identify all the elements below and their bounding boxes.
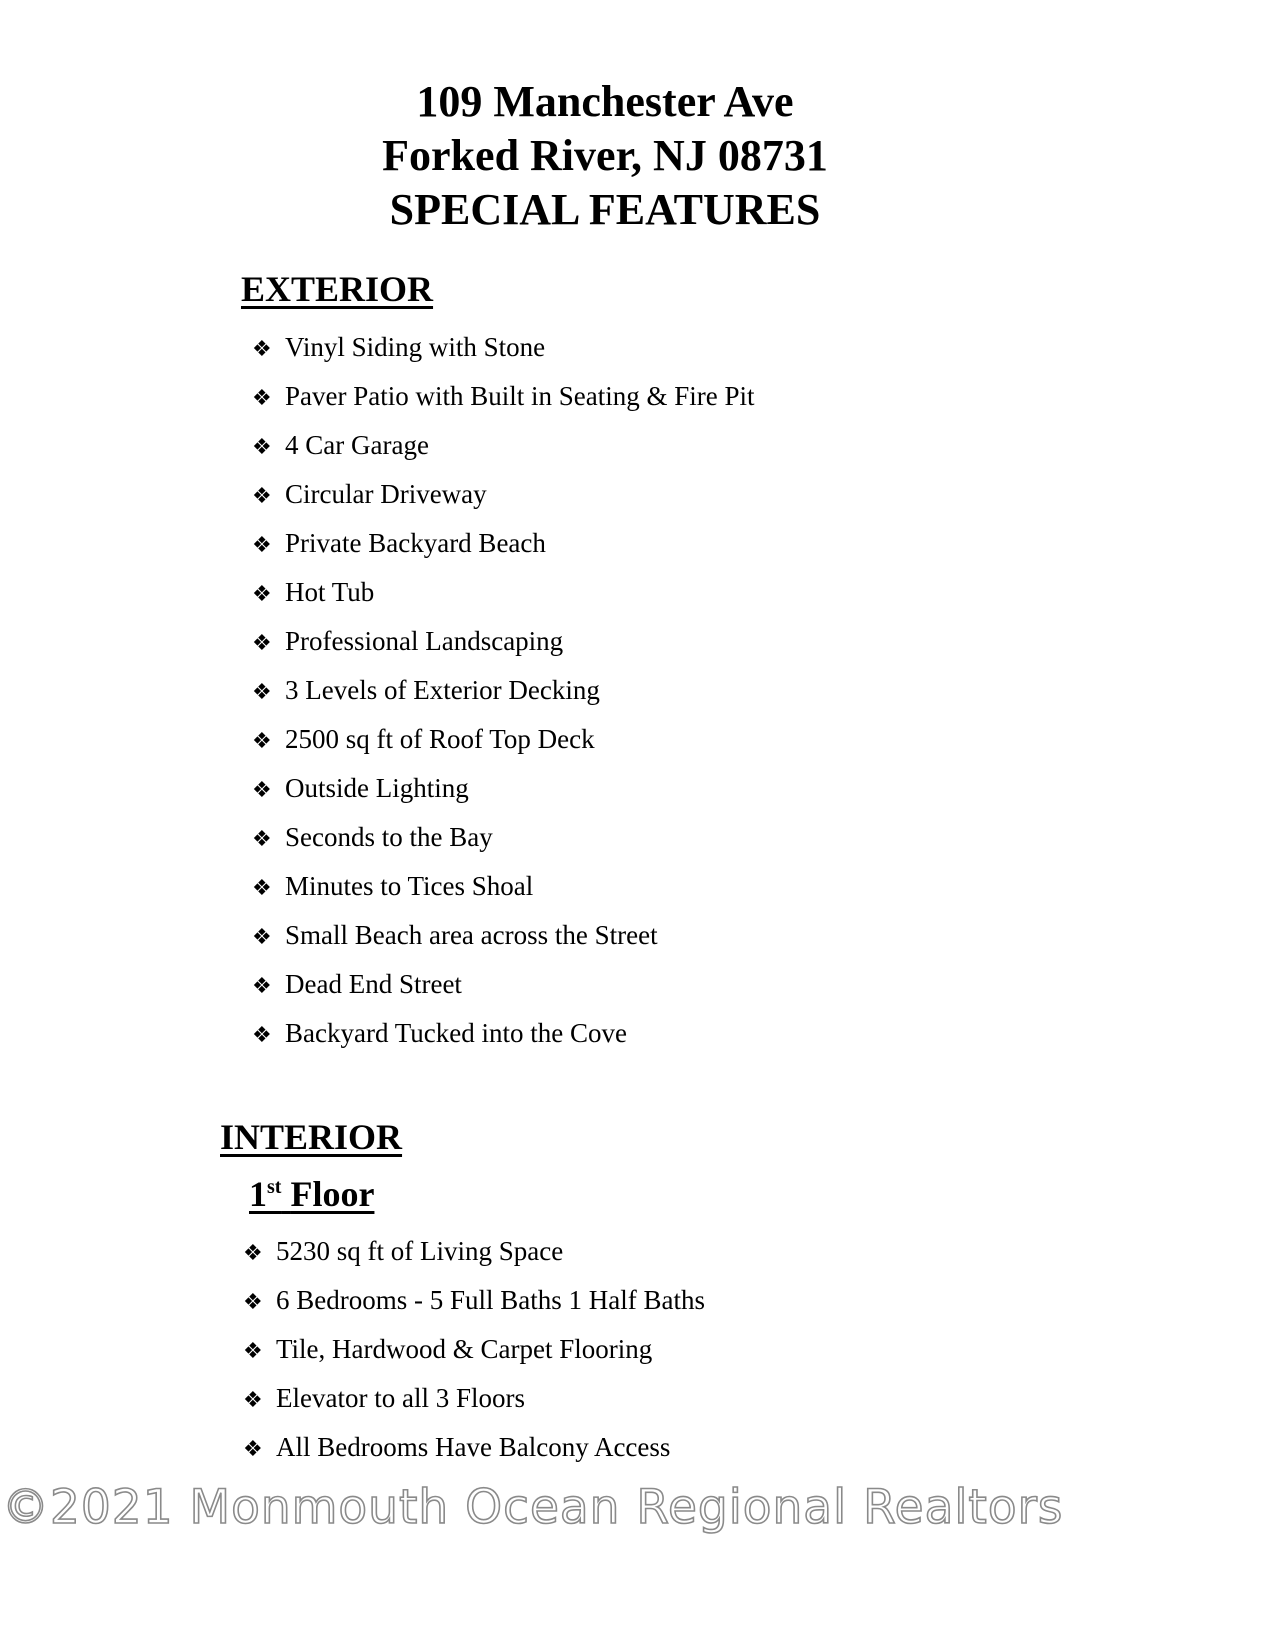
floor-label: Floor [290,1174,375,1214]
diamond-bullet-icon: ❖ [252,386,272,411]
floor-number: 1 [249,1174,267,1214]
exterior-feature-item [252,323,755,372]
diamond-bullet-icon: ❖ [243,1339,263,1364]
address-line-2: Forked River, NJ 08731 [382,131,828,180]
diamond-bullet-icon: ❖ [243,1290,263,1315]
interior-feature-item [243,1227,705,1276]
exterior-feature-item [252,617,755,666]
exterior-feature-list [252,323,755,1058]
diamond-bullet-icon: ❖ [252,533,272,558]
diamond-bullet-icon: ❖ [252,1023,272,1048]
address-line-1: 109 Manchester Ave [416,77,794,126]
exterior-feature-item [252,519,755,568]
exterior-feature-text: 2500 sq ft of Roof Top Deck [285,724,595,754]
diamond-bullet-icon: ❖ [252,337,272,362]
exterior-feature-text: Backyard Tucked into the Cove [285,1018,627,1048]
exterior-heading: EXTERIOR [241,269,434,309]
exterior-feature-text: Hot Tub [285,577,375,607]
diamond-bullet-icon: ❖ [252,778,272,803]
floor-ordinal-suffix: st [267,1176,282,1198]
diamond-bullet-icon: ❖ [252,974,272,999]
exterior-feature-text: Seconds to the Bay [285,822,493,852]
diamond-bullet-icon: ❖ [252,484,272,509]
exterior-feature-text: Outside Lighting [285,773,469,803]
exterior-feature-text: Professional Landscaping [285,626,564,656]
diamond-bullet-icon: ❖ [252,925,272,950]
diamond-bullet-icon: ❖ [243,1388,263,1413]
exterior-feature-item [252,862,755,911]
diamond-bullet-icon: ❖ [252,729,272,754]
exterior-feature-item [252,568,755,617]
diamond-bullet-icon: ❖ [252,435,272,460]
exterior-feature-text: 3 Levels of Exterior Decking [285,675,600,705]
exterior-feature-item [252,666,755,715]
document-title [0,75,1210,237]
interior-feature-list [243,1227,705,1472]
exterior-feature-item [252,715,755,764]
exterior-feature-item [252,1009,755,1058]
exterior-feature-item [252,470,755,519]
diamond-bullet-icon: ❖ [243,1437,263,1462]
exterior-feature-text: Small Beach area across the Street [285,920,658,950]
interior-feature-text: Tile, Hardwood & Carpet Flooring [276,1334,653,1364]
exterior-feature-text: Dead End Street [285,969,462,999]
interior-feature-text: 5230 sq ft of Living Space [276,1236,564,1266]
diamond-bullet-icon: ❖ [252,876,272,901]
exterior-feature-text: Minutes to Tices Shoal [285,871,534,901]
interior-feature-item [243,1423,705,1472]
interior-feature-text: 6 Bedrooms - 5 Full Baths 1 Half Baths [276,1285,705,1315]
exterior-feature-text: 4 Car Garage [285,430,429,460]
interior-feature-item [243,1276,705,1325]
diamond-bullet-icon: ❖ [252,827,272,852]
exterior-feature-item [252,764,755,813]
first-floor-heading [249,1173,374,1215]
exterior-feature-item [252,372,755,421]
exterior-feature-item [252,911,755,960]
interior-heading: INTERIOR [220,1117,403,1157]
interior-feature-text: All Bedrooms Have Balcony Access [276,1432,671,1462]
exterior-feature-text: Vinyl Siding with Stone [285,332,546,362]
exterior-feature-text: Circular Driveway [285,479,487,509]
exterior-feature-text: Paver Patio with Built in Seating & Fire Pit [285,381,755,411]
exterior-feature-item [252,813,755,862]
exterior-feature-item [252,960,755,1009]
interior-feature-item [243,1325,705,1374]
exterior-feature-item [252,421,755,470]
copyright-watermark: ©2021 Monmouth Ocean Regional Realtors [2,1480,1064,1535]
exterior-feature-text: Private Backyard Beach [285,528,546,558]
diamond-bullet-icon: ❖ [243,1241,263,1266]
interior-feature-text: Elevator to all 3 Floors [276,1383,525,1413]
diamond-bullet-icon: ❖ [252,680,272,705]
special-features-title: SPECIAL FEATURES [389,185,821,234]
interior-feature-item [243,1374,705,1423]
diamond-bullet-icon: ❖ [252,631,272,656]
diamond-bullet-icon: ❖ [252,582,272,607]
